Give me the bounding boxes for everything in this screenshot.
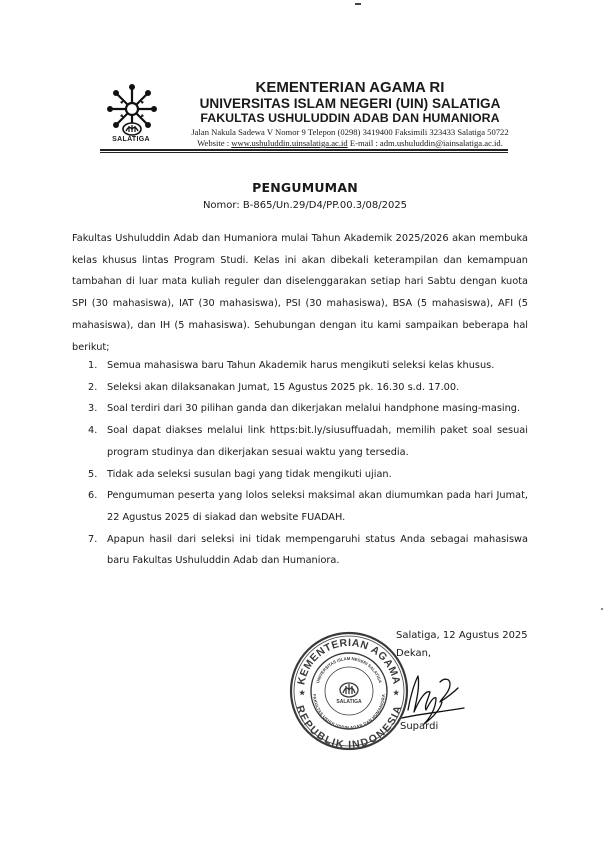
logo-caption: SALATIGA <box>112 136 150 143</box>
item-text: Soal dapat diakses melalui link https:bit.ly/siusuffuadah, memilih paket soal sesuai program studinya dan dikerjakan sesuai waktu yang tersedia. <box>107 425 528 458</box>
stamp-outer-bottom: REPUBLIK INDONESIA <box>293 704 405 752</box>
item-number: 4. <box>88 425 98 437</box>
item-number: 3. <box>88 403 98 415</box>
stamp-inner-top: UNIVERSITAS ISLAM NEGERI SALATIGA <box>315 655 383 684</box>
list-item <box>72 529 528 572</box>
letterhead-divider <box>100 149 508 151</box>
signer-name: Supardi <box>400 721 439 732</box>
document-title: PENGUMUMAN <box>252 180 358 195</box>
item-text: Semua mahasiswa baru Tahun Akademik harus mengikuti seleksi kelas khusus. <box>107 360 495 371</box>
item-number: 7. <box>88 533 98 545</box>
stamp-emblem <box>340 683 358 697</box>
item-text: Soal terdiri dari 30 pilihan ganda dan dikerjakan melalui handphone masing-masing. <box>107 403 521 415</box>
list-item <box>72 355 528 377</box>
list-item <box>72 377 528 399</box>
item-number: 2. <box>88 381 98 393</box>
faculty-address: Jalan Nakula Sadewa V Nomor 9 Telepon (0298) 3419400 Faksimili 323433 Salatiga 50722 <box>191 127 509 137</box>
email-address[interactable]: adm.ushuluddin@iainsalatiga.ac.id. <box>379 138 503 148</box>
item-number: 1. <box>88 360 98 371</box>
stamp-center-text: SALATIGA <box>336 699 362 705</box>
item-text: Seleksi akan dilaksanakan Jumat, 15 Agustus 2025 pk. 16.30 s.d. 17.00. <box>107 381 460 393</box>
svg-text:UNIVERSITAS ISLAM NEGERI SALAT <box>315 656 383 684</box>
ministry-name: KEMENTERIAN AGAMA RI <box>255 79 445 96</box>
official-stamp <box>288 630 410 752</box>
list-item <box>72 420 528 463</box>
scan-artifact <box>355 3 361 5</box>
signer-position: Dekan, <box>396 648 432 659</box>
intro-paragraph: Fakultas Ushuluddin Adab dan Humaniora mulai Tahun Akademik 2025/2026 akan membuka kelas khusus lintas Program Studi. Kelas ini akan dibekali keterampilan dan kemampuan tambahan di luar mata kuliah reguler dan diselenggarakan setiap hari Sabtu dengan kuota SPI (30 mahasiswa), IAT (30 mahasiswa), PSI (30 mahasiswa), BSA (5 mahasiswa), AFI (5 mahasiswa), dan IH (5 mahasiswa). Sehubungan dengan itu kami sampaikan beberapa hal berikut; <box>72 233 528 353</box>
item-text: Tidak ada seleksi susulan bagi yang tidak mengikuti ujian. <box>107 468 392 480</box>
website-label: Website : <box>197 138 230 148</box>
stamp-outer-top: KEMENTERIAN AGAMA <box>295 636 403 686</box>
university-name: UNIVERSITAS ISLAM NEGERI (UIN) SALATIGA <box>199 96 501 111</box>
stamp-star-left: ★ <box>299 690 306 697</box>
list-item <box>72 398 528 420</box>
email-label: E-mail : <box>349 138 378 148</box>
item-number: 5. <box>88 468 98 480</box>
faculty-name: FAKULTAS USHULUDDIN ADAB DAN HUMANIORA <box>200 111 500 125</box>
place-date: Salatiga, 12 Agustus 2025 <box>396 630 528 641</box>
website-link[interactable]: www.ushuluddin.uinsalatiga.ac.id <box>231 138 348 148</box>
svg-text:KEMENTERIAN AGAMA <box>295 637 402 686</box>
contact-line <box>166 138 534 148</box>
item-text: Pengumuman peserta yang lolos seleksi maksimal akan diumumkan pada hari Jumat, 22 Agustus 2025 di siakad dan website FUADAH. <box>107 490 528 523</box>
scan-artifact <box>601 608 603 610</box>
stamp-star-right: ★ <box>393 690 400 697</box>
announcement-list <box>72 355 528 572</box>
item-number: 6. <box>88 490 98 502</box>
list-item <box>72 485 528 528</box>
document-number: Nomor: B-865/Un.29/D4/PP.00.3/08/2025 <box>202 200 408 211</box>
stamp-inner-bottom: FAKULTAS USHULUDDIN ADAB DAN HUMANIORA <box>311 693 387 731</box>
item-text: Apapun hasil dari seleksi ini tidak mempengaruhi status Anda sebagai mahasiswa baru Fakultas Ushuluddin Adab dan Humaniora. <box>107 533 528 567</box>
list-item <box>72 464 528 486</box>
letterhead-divider-thin <box>100 152 508 153</box>
letterhead <box>166 79 534 148</box>
